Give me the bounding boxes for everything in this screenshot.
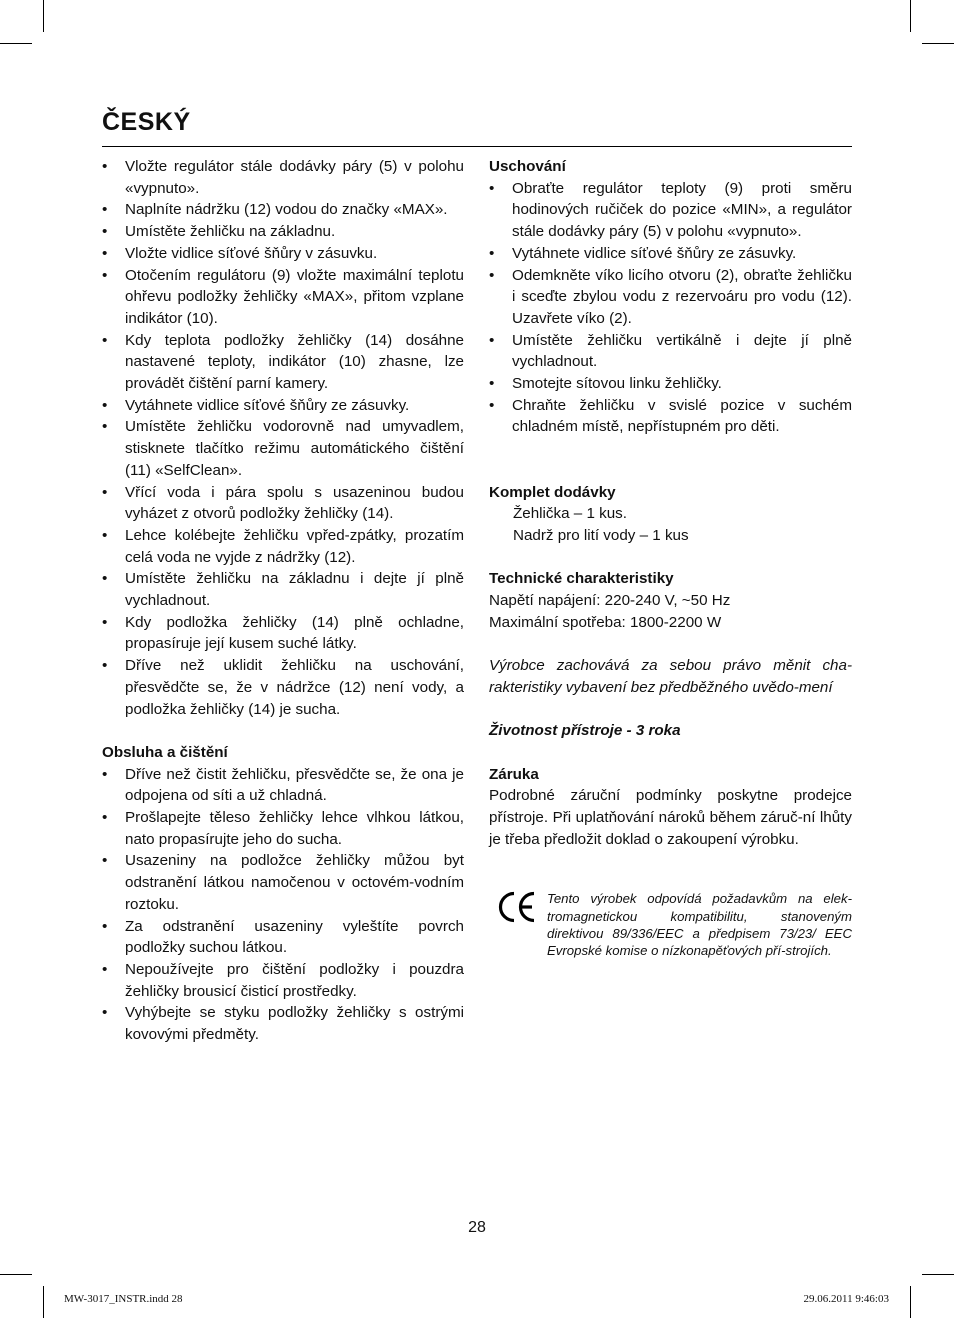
ce-text: Tento výrobek odpovídá požadavkům na elek-tromagnetickou kompatibilitu, stanoveným direktivou 89/336/EEC a předpisem 73/23/ EEC Evropské komise o nízkonapěťových pří-strojích. <box>547 891 852 959</box>
list-item: • Otočením regulátoru (9) vložte maximální teplotu ohřevu podložky žehličky «MAX», přitom vzplane indikátor (10). <box>102 265 464 330</box>
crop-mark <box>43 1286 44 1318</box>
lifetime-note: Životnost přístroje - 3 roka <box>489 722 681 740</box>
intro-list <box>102 156 464 720</box>
warranty-text: Podrobné záruční podmínky poskytne prodejce přístroje. Při uplatňování nároků během záruč-ní lhůty je třeba předložit doklad o zakoupení výrobku. <box>489 787 852 848</box>
list-item: • Chraňte žehličku v svislé pozice v suchém chladném místě, nepřístupném pro děti. <box>489 395 852 438</box>
list-item: • Vřící voda i pára spolu s usazeninou budou vyházet z otvorů podložky žehličky (14). <box>102 482 464 525</box>
crop-mark <box>0 43 32 44</box>
list-item: • Usazeniny na podložce žehličky můžou byt odstranění látkou namočenou v octovém-vodním roztoku. <box>102 850 464 915</box>
storage-heading: Uschování <box>489 158 566 175</box>
page-title: ČESKÝ <box>102 108 191 136</box>
list-item: • Naplníte nádržku (12) vodou do značky «MAX». <box>102 199 464 221</box>
kit-line: Nadrž pro lití vody – 1 kus <box>513 526 689 544</box>
ce-mark-icon <box>497 890 537 924</box>
left-column <box>102 156 464 1046</box>
list-item: • Nepoužívejte pro čištění podložky i pouzdra žehličky brousicí čisticí prostředky. <box>102 959 464 1002</box>
crop-mark <box>910 1286 911 1318</box>
footer-timestamp: 29.06.2011 9:46:03 <box>803 1293 889 1305</box>
crop-mark <box>922 43 954 44</box>
list-item: • Vložte vidlice síťové šňůry v zásuvku. <box>102 243 464 265</box>
right-column <box>489 156 852 960</box>
list-item: • Vytáhnete vidlice síťové šňůry ze zásuvky. <box>489 243 852 265</box>
list-item: • Kdy podložka žehličky (14) plně ochladne, propasíruje její kusem suché látky. <box>102 612 464 655</box>
list-item: • Za odstranění usazeniny vyleštíte povrch podložky suchou látkou. <box>102 916 464 959</box>
crop-mark <box>922 1274 954 1275</box>
list-item: • Umístěte žehličku na základnu i dejte jí plně vychladnout. <box>102 568 464 611</box>
ce-notice <box>489 890 852 959</box>
storage-list <box>489 178 852 438</box>
crop-mark <box>43 0 44 32</box>
disclaimer: Výrobce zachovává za sebou právo měnit cha-rakteristiky vybavení bez předběžného uvědo-mení <box>489 657 852 696</box>
kit-heading: Komplet dodávky <box>489 483 616 501</box>
title-rule <box>102 146 852 147</box>
list-item: • Kdy teplota podložky žehličky (14) dosáhne nastavené teploty, indikátor (10) zhasne, lze provádět čištění parní kamery. <box>102 330 464 395</box>
list-item: • Obraťte regulátor teploty (9) proti směru hodinových ručiček do pozice «MIN», a regulátor stále dodávky páry (5) v polohu «vypnuto». <box>489 178 852 243</box>
list-item: • Dříve než uklidit žehličku na uschování, přesvědčte se, že v nádržce (12) není vody, a podložka žehličky (14) je sucha. <box>102 655 464 720</box>
care-list <box>102 764 464 1046</box>
list-item: • Vytáhnete vidlice síťové šňůry ze zásuvky. <box>102 395 464 417</box>
list-item: • Lehce kolébejte žehličku vpřed-zpátky, prozatím celá voda ne vyjde z nádržky (12). <box>102 525 464 568</box>
list-item: • Umístěte žehličku na základnu. <box>102 221 464 243</box>
list-item: • Vložte regulátor stále dodávky páry (5) v polohu «vypnuto». <box>102 156 464 199</box>
crop-mark <box>910 0 911 32</box>
list-item: • Odemkněte víko licího otvoru (2), obraťte žehličku i sceďte zbylou vodu z rezervoáru pro vodu (12). Uzavřete víko (2). <box>489 265 852 330</box>
list-item: • Dříve než čistit žehličku, přesvědčte se, že ona je odpojena od síti a už chladná. <box>102 764 464 807</box>
warranty-heading: Záruka <box>489 765 539 783</box>
list-item: • Umístěte žehličku vodorovně nad umyvadlem, stisknete tlačítko režimu automátického čištění (11) «SelfClean». <box>102 416 464 481</box>
list-item: • Vyhýbejte se styku podložky žehličky s ostrými kovovými předměty. <box>102 1002 464 1045</box>
care-heading: Obsluha a čištění <box>102 743 228 761</box>
page-number: 28 <box>468 1219 486 1236</box>
kit-line: Žehlička – 1 kus. <box>513 505 627 523</box>
footer-file: MW-3017_INSTR.indd 28 <box>64 1293 183 1305</box>
tech-line: Napětí napájení: 220-240 V, ~50 Hz <box>489 592 731 610</box>
list-item: • Prošlapejte těleso žehličky lehce vlhkou látkou, nato propasírujte jeho do sucha. <box>102 807 464 850</box>
tech-line: Maximální spotřeba: 1800-2200 W <box>489 613 722 631</box>
list-item: • Umístěte žehličku vertikálně i dejte jí plně vychladnout. <box>489 330 852 373</box>
crop-mark <box>0 1274 32 1275</box>
tech-heading: Technické charakteristiky <box>489 570 674 588</box>
list-item: • Smotejte sítovou linku žehličky. <box>489 373 852 395</box>
